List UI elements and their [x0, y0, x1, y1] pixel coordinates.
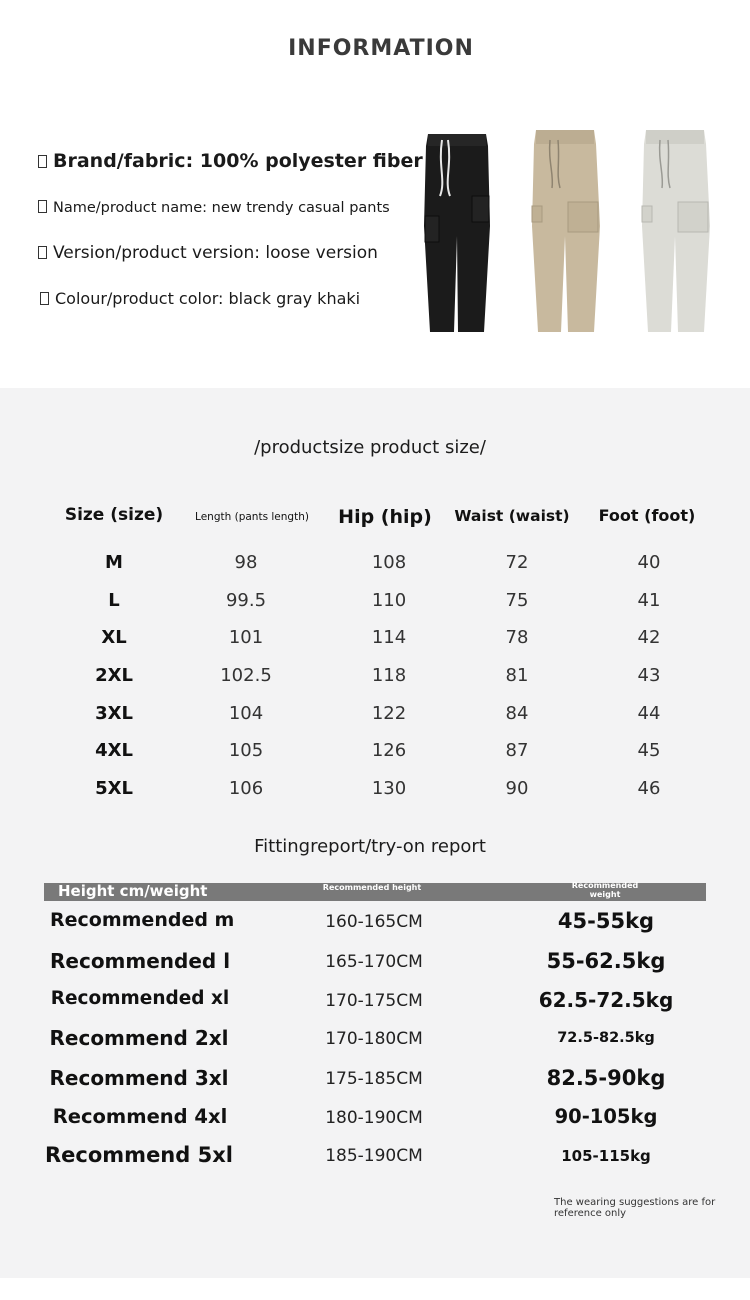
- bullet-icon: [40, 292, 49, 305]
- bullet-icon: [38, 155, 47, 168]
- size-value-cell: 118: [371, 665, 407, 686]
- information-section: [0, 0, 750, 388]
- size-value-cell: 122: [371, 703, 407, 724]
- recommended-size-cell: Recommend 2xl: [49, 1026, 229, 1050]
- info-line-version: Version/product version: loose version: [38, 243, 378, 263]
- product-size-heading: /productsize product size/: [254, 437, 486, 458]
- size-value-cell: 43: [637, 665, 661, 686]
- height-weight-header: Height cm/weight: [58, 882, 208, 900]
- size-value-cell: 87: [505, 740, 529, 761]
- size-value-cell: 114: [371, 627, 407, 648]
- recommended-size-cell: Recommend 3xl: [49, 1066, 229, 1090]
- recommended-weight-cell: 45-55kg: [557, 909, 655, 933]
- hip-header: Hip (hip): [338, 506, 432, 528]
- gray-pants-image: [638, 126, 712, 336]
- size-label-cell: 2XL: [95, 665, 133, 686]
- length-header: Length (pants length): [195, 511, 309, 523]
- recommended-size-cell: Recommend 5xl: [45, 1143, 233, 1167]
- size-value-cell: 98: [234, 552, 258, 573]
- size-value-cell: 45: [637, 740, 661, 761]
- size-value-cell: 41: [637, 590, 661, 611]
- size-value-cell: 99.5: [225, 590, 267, 611]
- size-value-cell: 106: [228, 778, 264, 799]
- size-value-cell: 72: [505, 552, 529, 573]
- recommended-height-cell: 160-165CM: [325, 912, 423, 932]
- size-label-cell: 4XL: [95, 740, 133, 761]
- recommended-height-header: Recommended height: [322, 883, 422, 892]
- recommended-weight-header: Recommended weight: [571, 881, 639, 899]
- size-label-cell: 3XL: [95, 703, 133, 724]
- recommended-size-cell: Recommended l: [50, 949, 231, 973]
- size-value-cell: 78: [505, 627, 529, 648]
- info-line-colour: Colour/product color: black gray khaki: [40, 289, 360, 308]
- size-value-cell: 81: [505, 665, 529, 686]
- size-label-cell: M: [105, 552, 123, 573]
- bullet-icon: [38, 200, 47, 213]
- recommended-height-cell: 185-190CM: [325, 1146, 423, 1166]
- black-pants-image: [420, 126, 494, 336]
- recommended-height-cell: 180-190CM: [325, 1108, 423, 1128]
- size-value-cell: 102.5: [220, 665, 272, 686]
- size-value-cell: 126: [371, 740, 407, 761]
- size-value-cell: 44: [637, 703, 661, 724]
- size-label-cell: XL: [101, 627, 127, 648]
- info-line-name: Name/product name: new trendy casual pants: [38, 200, 390, 216]
- size-value-cell: 110: [371, 590, 407, 611]
- bullet-icon: [38, 246, 47, 259]
- size-label-cell: L: [108, 590, 120, 611]
- fitting-report-heading: Fittingreport/try-on report: [254, 836, 486, 857]
- size-value-cell: 101: [228, 627, 264, 648]
- size-header: Size (size): [64, 505, 164, 525]
- recommended-size-cell: Recommend 4xl: [52, 1105, 228, 1128]
- recommended-weight-cell: 82.5-90kg: [546, 1066, 666, 1090]
- info-line-fabric: Brand/fabric: 100% polyester fiber: [38, 150, 423, 172]
- recommended-weight-cell: 90-105kg: [554, 1105, 658, 1128]
- recommended-size-cell: Recommended xl: [50, 988, 230, 1009]
- foot-header: Foot (foot): [598, 506, 696, 525]
- size-value-cell: 104: [228, 703, 264, 724]
- size-value-cell: 108: [371, 552, 407, 573]
- size-value-cell: 40: [637, 552, 661, 573]
- size-value-cell: 75: [505, 590, 529, 611]
- recommended-weight-cell: 72.5-82.5kg: [557, 1030, 655, 1046]
- recommended-size-cell: Recommended m: [50, 909, 235, 931]
- size-label-cell: 5XL: [95, 778, 133, 799]
- information-title: INFORMATION: [288, 36, 474, 61]
- waist-header: Waist (waist): [454, 507, 570, 525]
- recommended-height-cell: 170-175CM: [325, 991, 423, 1011]
- recommended-height-cell: 170-180CM: [325, 1029, 423, 1049]
- size-value-cell: 46: [637, 778, 661, 799]
- recommended-height-cell: 165-170CM: [325, 952, 423, 972]
- size-value-cell: 42: [637, 627, 661, 648]
- size-value-cell: 130: [371, 778, 407, 799]
- recommended-weight-cell: 62.5-72.5kg: [538, 988, 674, 1012]
- recommended-weight-cell: 105-115kg: [561, 1147, 651, 1165]
- size-value-cell: 105: [228, 740, 264, 761]
- recommended-height-cell: 175-185CM: [325, 1069, 423, 1089]
- size-value-cell: 84: [505, 703, 529, 724]
- khaki-pants-image: [528, 126, 602, 336]
- size-value-cell: 90: [505, 778, 529, 799]
- recommended-weight-cell: 55-62.5kg: [546, 949, 666, 973]
- wearing-note: The wearing suggestions are for reference only: [554, 1197, 716, 1219]
